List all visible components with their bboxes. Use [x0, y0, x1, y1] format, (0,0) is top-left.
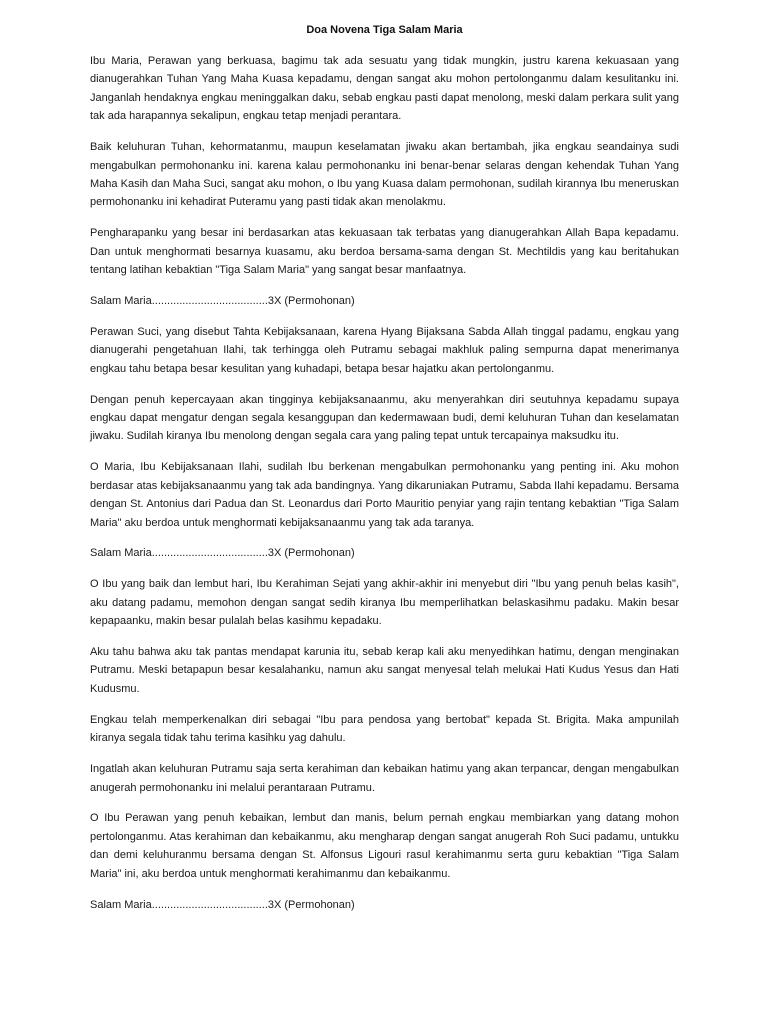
salam-maria-line: Salam Maria......................................3X (Permohonan)	[90, 898, 355, 911]
prayer-paragraph: O Ibu yang baik dan lembut hari, Ibu Kerahiman Sejati yang akhir-akhir ini menyebut diri "Ibu yang penuh belas kasih", aku datang padamu, memohon dengan sangat sedih kiranya Ibu memperlihatkan belaskasihmu padaku. Makin besar kepapaanku, makin besar pulalah belas kasihmu kepadaku.	[90, 578, 679, 628]
salam-maria-line: Salam Maria......................................3X (Permohonan)	[90, 294, 355, 307]
prayer-paragraph: Dengan penuh kepercayaan akan tingginya kebijaksanaanmu, aku menyerahkan diri seutuhnya kepadamu supaya engkau dapat mengatur dengan segala kesanggupan dan kedermawaan budi, demi keluhuran Tuhan dan keselamatan jiwaku. Sudilah kiranya Ibu menolong dengan segala cara yang paling tepat untuk tercapainya maksudku itu.	[90, 393, 679, 443]
document-page	[90, 22, 679, 926]
prayer-paragraph: Ibu Maria, Perawan yang berkuasa, bagimu tak ada sesuatu yang tidak mungkin, justru karena kekuasaan yang dianugerahkan Tuhan Yang Maha Kuasa kepadamu, dengan sangat aku mohon pertolonganmu dalam kesulitanku ini. Janganlah hendaknya engkau meninggalkan daku, sebab engkau pasti dapat menolong, meski dalam perkara sulit yang tak ada harapannya sekalipun, engkau tetap menjadi perantara.	[90, 55, 679, 123]
prayer-paragraph: Perawan Suci, yang disebut Tahta Kebijaksanaan, karena Hyang Bijaksana Sabda Allah tinggal padamu, engkau yang dianugerahi pengetahuan Ilahi, tak terhingga oleh Putramu sebagai makhluk paling sempurna dapat menerimanya engkau tahu betapa besar kesulitan yang kuhadapi, betapa besar hajatku akan pertolonganmu.	[90, 325, 679, 375]
prayer-paragraph: Baik keluhuran Tuhan, kehormatanmu, maupun keselamatan jiwaku akan bertambah, jika engkau seandainya sudi mengabulkan permohonanku ini. karena kalau permohonanku ini benar-benar selaras dengan kehendak Tuhan Yang Maha Kasih dan Maha Suci, sangat aku mohon, o Ibu yang Kuasa dalam permohonan, sudilah kirannya Ibu meneruskan permohonanku ini kehadirat Puteramu yang pasti tidak akan menolakmu.	[90, 141, 679, 209]
salam-maria-line: Salam Maria......................................3X (Permohonan)	[90, 547, 355, 560]
prayer-paragraph: Aku tahu bahwa aku tak pantas mendapat karunia itu, sebab kerap kali aku menyedihkan hatimu, dengan menginakan Putramu. Meski betapapun besar kesalahanku, namun aku sangat menyesal telah melukai Hati Kudus Yesus dan Hati Kudusmu.	[90, 646, 679, 695]
prayer-paragraph: Pengharapanku yang besar ini berdasarkan atas kekuasaan tak terbatas yang dianugerahkan Allah Bapa kepadamu. Dan untuk menghormati besarnya kuasamu, aku berdoa bersama-sama dengan St. Mechtildis yang kau beritahukan tentang latihan kebaktian "Tiga Salam Maria" yang sangat besar manfaatnya.	[90, 227, 679, 277]
prayer-paragraph: Engkau telah memperkenalkan diri sebagai "Ibu para pendosa yang bertobat" kepada St. Brigita. Maka ampunilah kiranya segala tidak tahu terima kasihku yag dahulu.	[90, 713, 679, 745]
document-title: Doa Novena Tiga Salam Maria	[306, 24, 463, 36]
prayer-paragraph: O Maria, Ibu Kebijaksanaan Ilahi, sudilah Ibu berkenan mengabulkan permohonanku yang penting ini. Aku mohon berdasar atas kebijaksanaanmu yang tak ada bandingnya. Yang dikaruniakan Putramu, Sabda Ilahi kepadamu. Bersama dengan St. Antonius dari Padua dan St. Leonardus dari Porto Mauritio penyiar yang rajin tentang kebaktian "Tiga Salam Maria" aku berdoa untuk menghormati kebijaksanaanmu yang tak ada taranya.	[90, 461, 679, 529]
prayer-paragraph: Ingatlah akan keluhuran Putramu saja serta kerahiman dan kebaikan hatimu yang akan terpancar, dengan mengabulkan anugerah permohonanku ini melalui perantaraan Putramu.	[90, 763, 679, 794]
prayer-paragraph: O Ibu Perawan yang penuh kebaikan, lembut dan manis, belum pernah engkau membiarkan yang datang mohon pertolonganmu. Atas kerahiman dan kebaikanmu, aku mengharap dengan sangat anugerah Roh Suci padamu, untukku dan demi keluhuranmu bersama dengan St. Alfonsus Ligouri rasul kerahimanmu serta guru kebaktian "Tiga Salam Maria" ini, aku berdoa untuk menghormati kerahimanmu dan kebaikanmu.	[90, 812, 679, 880]
